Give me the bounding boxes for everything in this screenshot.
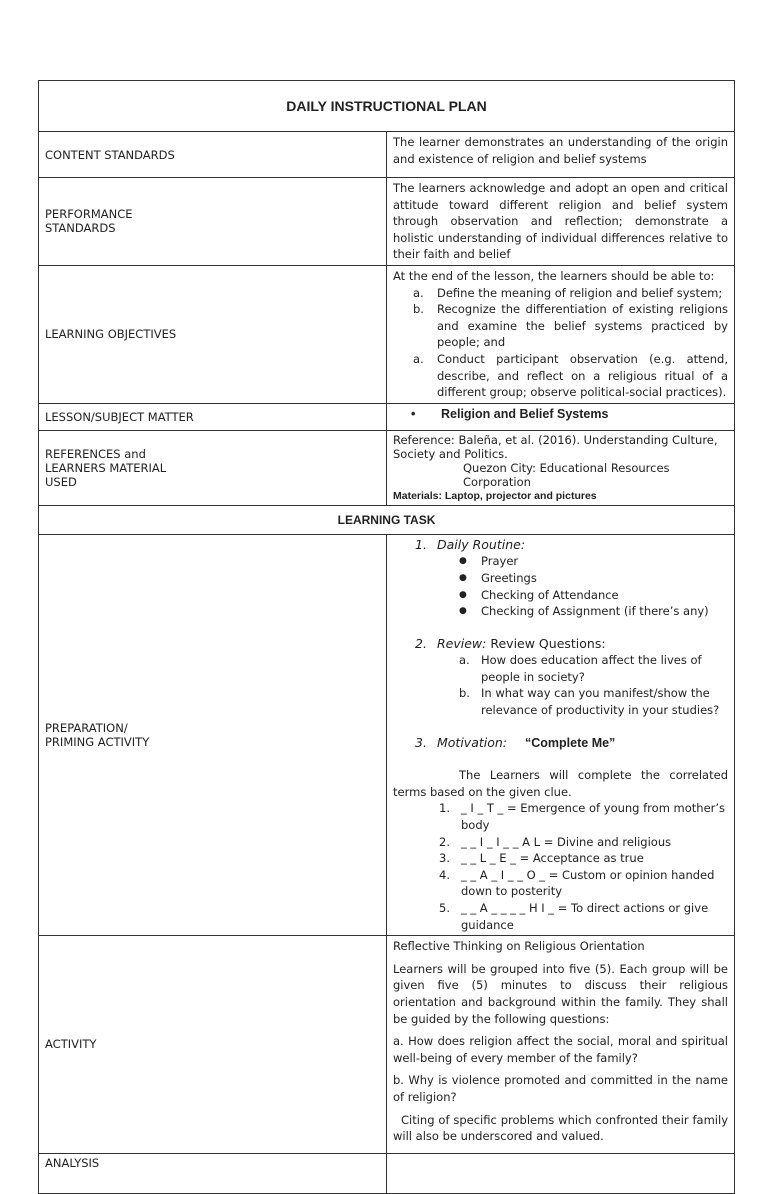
list-item [393,900,728,933]
clue-text: _ _ A _ _ _ _ H I _ = To direct actions or give guidance [461,901,709,932]
question-marker: b. [459,686,470,701]
activity-question-a: a. How does religion affect the social, moral and spiritual well-being of every member of the family? [393,1034,728,1065]
daily-routine-list [393,553,728,619]
motivation-number: 3. [415,734,427,750]
list-item [393,685,728,718]
list-item [393,800,728,833]
learning-objectives-row [39,265,735,403]
list-item [393,867,728,900]
references-row [39,430,735,505]
review-number: 2. [415,635,427,651]
review-questions [393,652,728,718]
references-label-line2: LEARNERS MATERIAL [45,460,167,475]
review-title: Review: [437,635,487,651]
content-standards-row [39,132,735,178]
preparation-content [387,534,735,935]
bullet-icon: ● [459,606,467,617]
objective-text: Recognize the differentiation of existing religions and examine the belief systems practiced by people; and [437,302,728,350]
subject-matter-text: Religion and Belief Systems [441,406,609,421]
clue-marker: 5. [439,901,450,915]
activity-label: ACTIVITY [39,936,387,1154]
learning-objectives-content [387,265,735,403]
references-label [39,430,387,505]
clue-marker: 4. [439,867,450,882]
motivation-heading [393,735,728,752]
preparation-label-line2: PRIMING ACTIVITY [45,734,150,749]
title-row [39,81,735,132]
reference-line1: Reference: Baleña, et al. (2016). Understanding Culture, Society and Politics. [393,432,718,461]
routine-text: Prayer [481,554,519,569]
clue-text: _ I _ T _ = Emergence of young from mother’s body [461,801,726,833]
subject-matter-row [39,403,735,430]
spacer [393,620,728,636]
list-item [393,834,728,851]
subject-matter-content [387,403,735,430]
spacer [393,751,728,767]
clue-marker: 1. [439,801,450,816]
references-content [387,430,735,505]
question-text: How does education affect the lives of people in society? [481,653,702,684]
preparation-row [39,534,735,935]
performance-standards-text: The learners acknowledge and adopt an open and critical attitude toward different religion and belief system through observation and reflection; demonstrate a holistic understanding of individual differences relative to their faith and belief [387,178,735,266]
spacer [393,719,728,735]
question-text: In what way can you manifest/show the relevance of productivity in your studies? [481,686,720,718]
activity-closing: Citing of specific problems which confronted their family will also be underscored and valued. [393,1112,728,1144]
activity-paragraph: Learners will be grouped into five (5). Each group will be given five (5) minutes to discuss their religious orientation and background within the family. They shall be guided by the following questions: [393,961,728,1026]
content-standards-label: CONTENT STANDARDS [39,132,387,178]
clue-text: _ _ A _ I _ _ O _ = Custom or opinion handed down to posterity [461,867,715,899]
bullet-icon: ● [459,572,467,583]
motivation-title: Motivation: [437,734,508,750]
clue-marker: 2. [439,834,450,849]
instructional-plan-table [38,80,735,1194]
preparation-label [39,534,387,935]
bullet-icon: ● [459,556,467,567]
motivation-instructions: The Learners will complete the correlated terms based on the given clue. [393,768,728,799]
bullet-icon: ● [459,589,467,600]
list-item [393,603,728,620]
analysis-row [39,1153,735,1193]
routine-text: Greetings [481,570,537,585]
objective-marker: b. [413,302,424,317]
objectives-intro: At the end of the lesson, the learners should be able to: [393,268,715,283]
list-item [393,652,728,685]
motivation-quote: “Complete Me” [525,735,616,750]
learning-task-heading: LEARNING TASK [39,505,735,534]
learning-task-row [39,505,735,534]
activity-row [39,936,735,1154]
objective-marker: a. [413,351,424,366]
subject-bullet: • [411,406,416,421]
learning-objectives-label: LEARNING OBJECTIVES [39,265,387,403]
list-item [393,850,728,867]
activity-content [387,936,735,1154]
performance-standards-label [39,178,387,266]
performance-label-line2: STANDARDS [45,221,116,236]
review-subheading: Review Questions: [490,635,606,651]
reference-line2: Quezon City: Educational Resources Corporation [463,460,670,489]
objective-item [393,285,728,302]
clue-marker: 3. [439,851,450,866]
list-item [393,570,728,587]
analysis-content [387,1153,735,1193]
performance-label-line1: PERFORMANCE [45,207,133,222]
document-title: DAILY INSTRUCTIONAL PLAN [39,81,735,132]
review-heading [393,636,728,653]
list-item [393,587,728,604]
activity-question-b: b. Why is violence promoted and committed in the name of religion? [393,1073,728,1104]
performance-standards-row [39,178,735,266]
clue-text: _ _ L _ E _ = Acceptance as true [461,851,644,866]
clue-text: _ _ I _ I _ _ A L = Divine and religious [461,834,672,849]
routine-text: Checking of Assignment (if there’s any) [481,604,709,619]
objective-item [393,301,728,351]
references-label-line1: REFERENCES and [45,446,146,461]
clue-list [393,800,728,933]
daily-routine-title: Daily Routine: [437,536,526,552]
routine-text: Checking of Attendance [481,587,619,602]
daily-routine-heading [393,537,728,554]
references-label-line3: USED [45,474,77,489]
subject-matter-label: LESSON/SUBJECT MATTER [39,403,387,430]
analysis-label: ANALYSIS [39,1153,387,1193]
objective-text: Conduct participant observation (e.g. attend, describe, and reflect on a religious ritual of a different group; observe political-social practices). [437,351,728,400]
objective-item [393,351,728,401]
content-standards-text: The learner demonstrates an understanding of the origin and existence of religion and belief systems [387,132,735,178]
materials-text: Materials: Laptop, projector and pictures [393,489,597,502]
objective-text: Define the meaning of religion and belief system; [437,285,723,300]
question-marker: a. [459,653,470,668]
activity-title: Reflective Thinking on Religious Orientation [393,939,645,954]
subject-matter-item [393,406,728,423]
preparation-label-line1: PREPARATION/ [45,720,128,735]
daily-routine-number: 1. [415,536,427,552]
objective-marker: a. [413,285,424,300]
list-item [393,553,728,570]
